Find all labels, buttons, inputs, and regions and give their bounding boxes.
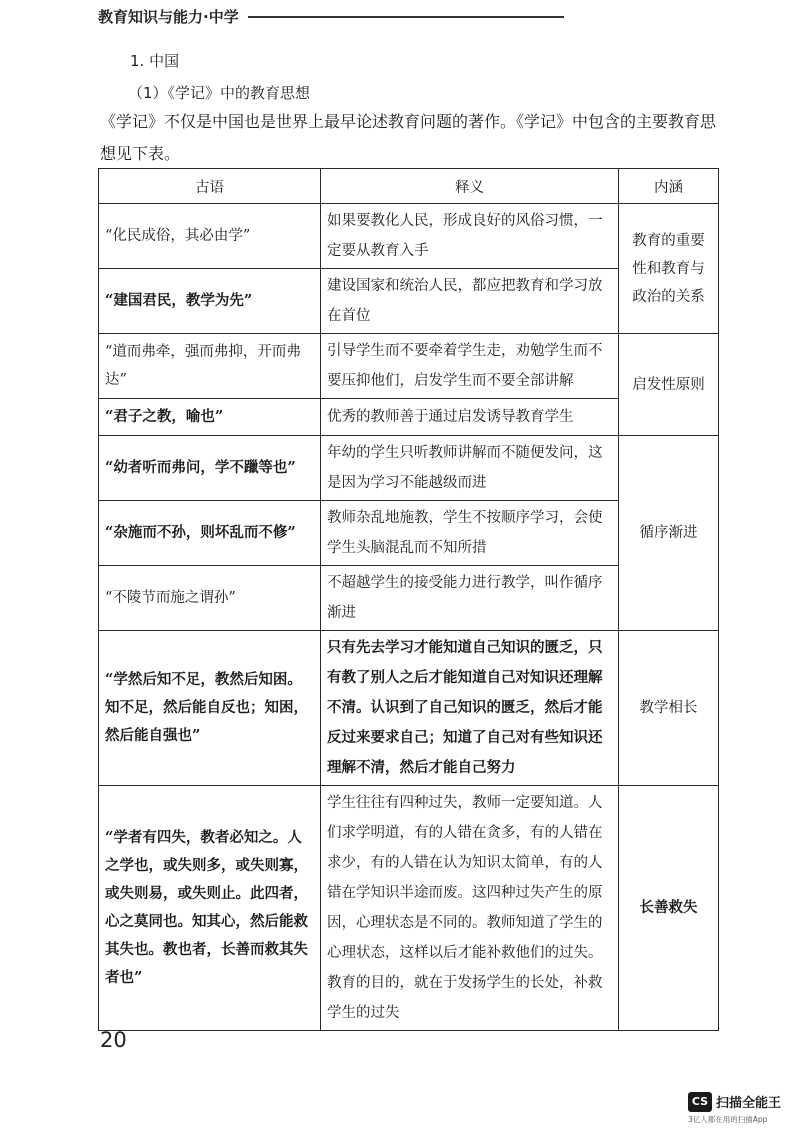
column-header-quote: 古语	[99, 169, 321, 204]
section-subheading: （1）《学记》中的教育思想	[128, 84, 311, 102]
column-header-explanation: 释义	[321, 169, 619, 204]
quote-cell: “幼者听而弗问，学不躐等也”	[99, 436, 321, 501]
quote-cell: “不陵节而施之谓孙”	[99, 566, 321, 631]
quote-cell: “道而弗牵，强而弗抑，开而弗达”	[99, 334, 321, 399]
explanation-cell: 优秀的教师善于通过启发诱导教育学生	[321, 399, 619, 436]
scanner-watermark	[688, 1090, 798, 1126]
section-heading: 1. 中国	[130, 52, 180, 70]
table-row	[99, 786, 719, 1031]
running-header	[98, 6, 568, 26]
scanner-logo-icon: CS	[688, 1092, 712, 1112]
explanation-cell: 教师杂乱地施教，学生不按顺序学习，会使学生头脑混乱而不知所措	[321, 501, 619, 566]
explanation-cell: 不超越学生的接受能力进行教学，叫作循序渐进	[321, 566, 619, 631]
quote-cell: “化民成俗，其必由学”	[99, 204, 321, 269]
intro-paragraph: 《学记》不仅是中国也是世界上最早论述教育问题的著作。《学记》中包含的主要教育思想见下表。	[100, 112, 717, 163]
explanation-cell: 建设国家和统治人民，都应把教育和学习放在首位	[321, 269, 619, 334]
meaning-cell: 教育的重要性和教育与政治的关系	[619, 204, 719, 334]
quote-cell: “学然后知不足，教然后知困。知不足，然后能自反也；知困，然后能自强也”	[99, 631, 321, 786]
table-row	[99, 334, 719, 399]
explanation-cell: 引导学生而不要牵着学生走，劝勉学生而不要压抑他们，启发学生而不要全部讲解	[321, 334, 619, 399]
quote-cell: “学者有四失，教者必知之。人之学也，或失则多，或失则寡，或失则易，或失则止。此四者，心之莫同也。知其心，然后能救其失也。教也者，长善而救其失者也”	[99, 786, 321, 1031]
table-header-row	[99, 169, 719, 204]
header-rule	[248, 16, 564, 18]
education-thought-table	[98, 168, 719, 1031]
table-row	[99, 631, 719, 786]
table-row	[99, 436, 719, 501]
explanation-cell: 如果要教化人民，形成良好的风俗习惯，一定要从教育入手	[321, 204, 619, 269]
page-number: 20	[100, 1028, 127, 1052]
meaning-cell: 教学相长	[619, 631, 719, 786]
column-header-meaning: 内涵	[619, 169, 719, 204]
quote-cell: “杂施而不孙，则坏乱而不修”	[99, 501, 321, 566]
header-title: 教育知识与能力·中学	[98, 8, 239, 26]
scanner-tagline: 3亿人都在用的扫描App	[688, 1115, 768, 1124]
quote-cell: “建国君民，教学为先”	[99, 269, 321, 334]
explanation-cell: 学生往往有四种过失，教师一定要知道。人们求学明道，有的人错在贪多，有的人错在求少，有的人错在认为知识太简单，有的人错在学知识半途而废。这四种过失产生的原因，心理状态是不同的。教师知道了学生的心理状态，这样以后才能补救他们的过失。教育的目的，就在于发扬学生的长处，补救学生的过失	[321, 786, 619, 1031]
quote-cell: “君子之教，喻也”	[99, 399, 321, 436]
explanation-cell: 年幼的学生只听教师讲解而不随便发问，这是因为学习不能越级而进	[321, 436, 619, 501]
table-row	[99, 204, 719, 269]
scanner-name: 扫描全能王	[716, 1096, 782, 1111]
meaning-cell: 启发性原则	[619, 334, 719, 436]
meaning-cell: 长善救失	[619, 786, 719, 1031]
meaning-cell: 循序渐进	[619, 436, 719, 631]
explanation-cell: 只有先去学习才能知道自己知识的匮乏，只有教了别人之后才能知道自己对知识还理解不清。认识到了自己知识的匮乏，然后才能反过来要求自己；知道了自己对有些知识还理解不清，然后才能自己努力	[321, 631, 619, 786]
